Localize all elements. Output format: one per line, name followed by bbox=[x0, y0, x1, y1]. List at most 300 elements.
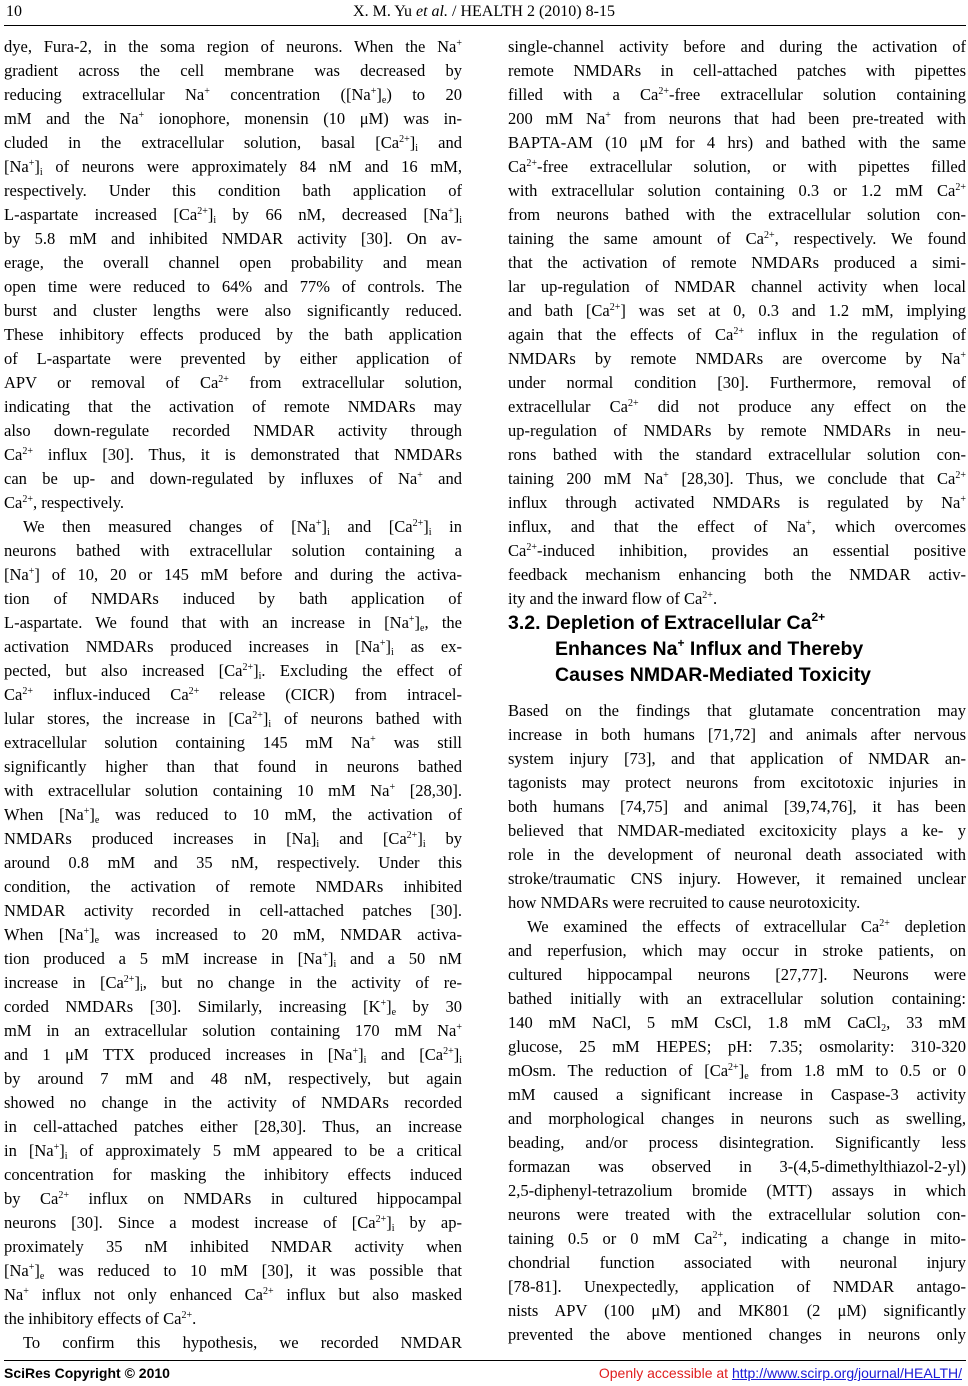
text-run: of neurons bathed with bbox=[271, 709, 462, 728]
text-run: tion produced a 5 mM increase in [Na bbox=[4, 949, 323, 968]
text-run: did not produce any effect on the bbox=[638, 397, 966, 416]
text-run: influx-induced Ca bbox=[32, 685, 189, 704]
text-line bbox=[4, 371, 462, 395]
text-run: 2+ bbox=[399, 134, 410, 145]
text-line bbox=[4, 827, 462, 851]
text-run: + bbox=[389, 782, 396, 793]
text-run: i bbox=[459, 215, 462, 226]
text-run: 2+ bbox=[242, 662, 254, 673]
text-run: -induced inhibition, provides an essential positive bbox=[536, 541, 966, 560]
text-run: feedback mechanism enhancing both the NMDAR activ- bbox=[508, 565, 966, 584]
text-line bbox=[508, 1275, 966, 1299]
text-line bbox=[508, 227, 966, 251]
text-run: [28,30]. bbox=[395, 781, 462, 800]
text-line bbox=[4, 467, 462, 491]
text-line bbox=[508, 395, 966, 419]
text-run: from extracellular solution, bbox=[228, 373, 462, 392]
text-run: influx, and that the effect of Na bbox=[508, 517, 806, 536]
text-line bbox=[4, 539, 462, 563]
text-run: was still bbox=[375, 733, 462, 752]
text-run: mM caused a significant increase in Caspase-3 activity bbox=[508, 1085, 966, 1104]
text-line bbox=[4, 995, 462, 1019]
text-line bbox=[4, 1187, 462, 1211]
text-line bbox=[4, 59, 462, 83]
text-run: 200 mM Na bbox=[508, 109, 606, 128]
text-run: + bbox=[138, 110, 145, 121]
text-line bbox=[508, 963, 966, 987]
text-line bbox=[4, 563, 462, 587]
text-run: and bbox=[418, 133, 462, 152]
text-line bbox=[508, 491, 966, 515]
text-run: 2+ bbox=[22, 494, 33, 505]
text-run: Ca bbox=[4, 493, 23, 512]
section-heading-line bbox=[555, 636, 863, 663]
text-line bbox=[508, 371, 966, 395]
text-line bbox=[4, 755, 462, 779]
text-run: ] bbox=[59, 1141, 65, 1160]
text-run: 2+ bbox=[702, 590, 713, 601]
text-run: the inhibitory effects of Ca bbox=[4, 1309, 182, 1328]
text-run: 2+ bbox=[412, 518, 424, 529]
text-line bbox=[4, 1235, 462, 1259]
text-run: i bbox=[64, 1151, 68, 1162]
text-run: influx through activated NMDARs is regulated by Na bbox=[508, 493, 961, 512]
text-line bbox=[4, 659, 462, 683]
text-line bbox=[4, 395, 462, 419]
text-run: 2+ bbox=[406, 830, 418, 841]
section-heading bbox=[508, 610, 825, 637]
text-run: 2+ bbox=[712, 1230, 724, 1241]
copyright-notice: SciRes Copyright © 2010 bbox=[4, 1365, 170, 1381]
text-run: glucose, 25 mM HEPES; pH: 7.35; osmolarity: 310-320 bbox=[508, 1037, 966, 1056]
text-run: Ca bbox=[508, 157, 527, 176]
text-line bbox=[4, 875, 462, 899]
text-line bbox=[4, 83, 462, 107]
text-run: nists APV (100 μM) and MK801 (2 μM) significantly bbox=[508, 1301, 966, 1320]
text-run: i bbox=[390, 647, 394, 658]
text-run: ] bbox=[423, 517, 429, 536]
text-run: Ca bbox=[4, 445, 23, 464]
text-run: ] bbox=[453, 1045, 460, 1064]
text-run: neurons were treated with the extracellular solution con- bbox=[508, 1205, 966, 1224]
text-line bbox=[4, 1307, 462, 1331]
text-line bbox=[508, 155, 966, 179]
text-run: When [Na bbox=[4, 925, 84, 944]
text-line bbox=[508, 275, 966, 299]
text-run: influx on NMDARs in cultured hippocampal bbox=[69, 1189, 462, 1208]
text-line bbox=[508, 843, 966, 867]
text-run: and reperfusion, which may occur in stroke patients, on bbox=[508, 941, 966, 960]
text-run: + bbox=[23, 1286, 29, 1297]
text-run: prevented the above mentioned changes in neurons only bbox=[508, 1325, 966, 1344]
text-run: showed no change in the activity of NMDARs recorded bbox=[4, 1093, 462, 1112]
text-run: of approximately 5 mM appeared to be a critical bbox=[67, 1141, 462, 1160]
journal-link[interactable]: http://www.scirp.org/journal/HEALTH/ bbox=[731, 1365, 962, 1381]
text-run: by around 7 mM and 48 nM, respectively, but again bbox=[4, 1069, 462, 1088]
text-run: + bbox=[663, 470, 669, 481]
text-run: 2 bbox=[881, 1023, 887, 1034]
text-run: bathed initially with an extracellular solution containing: bbox=[508, 989, 966, 1008]
text-run: e bbox=[94, 935, 100, 946]
text-run: 2+ bbox=[123, 974, 135, 985]
text-run: under normal condition [30]. Furthermore, removal of bbox=[508, 373, 966, 392]
text-run: by 5.8 mM and inhibited NMDAR activity [30]. On av- bbox=[4, 229, 462, 248]
text-run: cultured hippocampal neurons [27,77]. Neurons were bbox=[508, 965, 966, 984]
text-run: respectively. Under this condition bath application of bbox=[4, 181, 462, 200]
text-run: ] bbox=[738, 1061, 745, 1080]
text-line bbox=[4, 635, 462, 659]
text-run: Ca bbox=[4, 685, 23, 704]
text-line bbox=[508, 1323, 966, 1347]
text-run: taining 200 mM Na bbox=[508, 469, 664, 488]
text-run: stroke/traumatic CNS injury. However, it remained unclear bbox=[508, 869, 966, 888]
text-run: ) to 20 bbox=[386, 85, 462, 104]
text-run: influx not only enhanced Ca bbox=[28, 1285, 263, 1304]
text-line bbox=[4, 35, 462, 59]
text-line bbox=[508, 179, 966, 203]
text-run: and a 50 nM bbox=[336, 949, 462, 968]
text-line bbox=[508, 723, 966, 747]
text-run: 2+ bbox=[197, 206, 208, 217]
text-run: single-channel activity before and during the activation of bbox=[508, 37, 966, 56]
text-line bbox=[508, 467, 966, 491]
text-run: 2+ bbox=[252, 710, 263, 721]
text-run: e bbox=[420, 623, 425, 634]
text-line bbox=[508, 59, 966, 83]
header-journal: / HEALTH 2 (2010) 8-15 bbox=[448, 3, 615, 20]
text-run: , which overcomes bbox=[811, 517, 966, 536]
text-run: ] bbox=[262, 709, 269, 728]
text-run: lar up-regulation of NMDAR channel activity when local bbox=[508, 277, 966, 296]
text-line bbox=[508, 1059, 966, 1083]
text-run: BAPTA-AM (10 μM for 4 hrs) and bathed with the same bbox=[508, 133, 966, 152]
header-authors: X. M. Yu bbox=[353, 3, 416, 20]
text-run: i bbox=[326, 527, 330, 538]
text-run: We then measured changes of [Na bbox=[23, 517, 316, 536]
text-run: e bbox=[94, 815, 100, 826]
text-run: i bbox=[459, 1055, 462, 1066]
text-run: 2+ bbox=[188, 686, 200, 697]
text-run: proximately 35 nM inhibited NMDAR activity when bbox=[4, 1237, 462, 1256]
text-run: and [Ca bbox=[329, 517, 413, 536]
text-run: ] bbox=[417, 829, 423, 848]
text-run: and morphological changes in neurons such as swelling, bbox=[508, 1109, 966, 1128]
text-line bbox=[4, 851, 462, 875]
text-run: pected, but also increased [Ca bbox=[4, 661, 243, 680]
text-run: 2+ bbox=[218, 374, 229, 385]
text-run: by bbox=[425, 829, 463, 848]
text-run: -free extracellular solution containing bbox=[669, 85, 966, 104]
text-run: with extracellular solution containing 0.3 or 1.2 mM Ca bbox=[508, 181, 956, 200]
text-line bbox=[4, 1115, 462, 1139]
text-run: remote NMDARs in cell-attached patches with pipettes bbox=[508, 61, 966, 80]
text-run: We examined the effects of extracellular Ca bbox=[527, 917, 880, 936]
text-run: was reduced to 10 mM, the activation of bbox=[99, 805, 462, 824]
text-run: concentration ([Na bbox=[209, 85, 371, 104]
text-run: + bbox=[677, 636, 685, 650]
text-run: 2+ bbox=[627, 398, 639, 409]
text-run: APV or removal of Ca bbox=[4, 373, 219, 392]
text-run: ] bbox=[385, 637, 391, 656]
text-run: cluded in the extracellular solution, basal [Ca bbox=[4, 133, 400, 152]
text-run: mM in an extracellular solution containing 170 mM Na bbox=[4, 1021, 457, 1040]
text-run: NMDAR activity recorded in cell-attached patches [30]. bbox=[4, 901, 462, 920]
text-line bbox=[23, 1331, 462, 1355]
text-run: gradient across the cell membrane was decreased by bbox=[4, 61, 462, 80]
text-run: 2+ bbox=[879, 918, 890, 929]
text-run: i bbox=[391, 1223, 395, 1234]
text-line bbox=[4, 803, 462, 827]
text-line bbox=[4, 683, 462, 707]
text-run: influx in the regulation of bbox=[743, 325, 966, 344]
text-line bbox=[4, 779, 462, 803]
text-run: and [Ca bbox=[366, 1045, 444, 1064]
text-line bbox=[4, 1139, 462, 1163]
text-run: e bbox=[391, 1007, 397, 1018]
text-line bbox=[508, 1083, 966, 1107]
text-line bbox=[4, 731, 462, 755]
text-run: up-regulation of NMDARs by remote NMDARs in neu- bbox=[508, 421, 966, 440]
text-run: ] bbox=[321, 517, 327, 536]
text-line bbox=[508, 83, 966, 107]
text-run: again that the effects of Ca bbox=[508, 325, 734, 344]
text-run: Influx and Thereby bbox=[684, 638, 864, 660]
text-run: , indicating a change in mito- bbox=[723, 1229, 967, 1248]
text-run: These inhibitory effects produced by the bath application bbox=[4, 325, 462, 344]
text-run: formazan was observed in 3-(4,5-dimethylthiazol-2-yl) bbox=[508, 1157, 966, 1176]
text-line bbox=[508, 107, 966, 131]
text-line bbox=[508, 987, 966, 1011]
text-line bbox=[4, 323, 462, 347]
text-line bbox=[508, 1203, 966, 1227]
text-run: of L-aspartate were prevented by either application of bbox=[4, 349, 462, 368]
text-run: 2+ bbox=[526, 542, 537, 553]
text-line bbox=[508, 131, 966, 155]
text-run: + bbox=[805, 518, 812, 529]
text-run: role in the development of neuronal death associated with bbox=[508, 845, 966, 864]
text-run: around 0.8 mM and 35 nM, respectively. Under this bbox=[4, 853, 462, 872]
text-run: + bbox=[204, 86, 210, 97]
text-run: 2+ bbox=[733, 326, 744, 337]
text-line bbox=[508, 1011, 966, 1035]
text-run: , respectively. bbox=[32, 493, 125, 512]
text-line bbox=[508, 867, 966, 891]
text-run: ionophore, monensin (10 μM) was in- bbox=[144, 109, 462, 128]
text-run: 2+ bbox=[811, 610, 826, 624]
text-line bbox=[508, 563, 966, 587]
text-run: mM and the Na bbox=[4, 109, 139, 128]
text-run: [Na bbox=[4, 1261, 29, 1280]
text-line bbox=[508, 1227, 966, 1251]
text-line bbox=[508, 1131, 966, 1155]
text-run: neurons bathed with extracellular solution containing a bbox=[4, 541, 462, 560]
text-run: + bbox=[53, 1142, 60, 1153]
text-line bbox=[4, 611, 462, 635]
text-run: + bbox=[83, 806, 90, 817]
text-run: e bbox=[744, 1071, 749, 1082]
text-run: also down-regulate recorded NMDAR activity through bbox=[4, 421, 462, 440]
text-line bbox=[4, 1283, 462, 1307]
text-run: . Excluding the effect of bbox=[261, 661, 462, 680]
text-run: as ex- bbox=[393, 637, 462, 656]
text-line bbox=[4, 1019, 462, 1043]
text-run: + bbox=[960, 350, 966, 361]
text-run: ] bbox=[89, 805, 95, 824]
text-run: NMDARs produced increases in [Na] bbox=[4, 829, 317, 848]
text-run: ] bbox=[207, 205, 214, 224]
text-run: and bbox=[422, 469, 462, 488]
text-run: how NMDARs were recruited to cause neurotoxicity. bbox=[508, 893, 861, 912]
text-run: . bbox=[192, 1309, 197, 1328]
text-run: in cell-attached patches either [28,30]. Thus, an increase bbox=[4, 1117, 462, 1136]
text-run: 2+ bbox=[443, 1046, 454, 1057]
text-run: ] bbox=[327, 949, 334, 968]
text-run: system injury [73], and that application of NMDAR an- bbox=[508, 749, 966, 768]
text-run: from neurons bathed with the extracellular solution con- bbox=[508, 205, 966, 224]
text-run: [Na bbox=[4, 565, 29, 584]
text-run: L-aspartate. We found that with an increase in [Na bbox=[4, 613, 409, 632]
text-run: i bbox=[422, 839, 426, 850]
text-line bbox=[4, 1043, 462, 1067]
text-line bbox=[4, 1259, 462, 1283]
text-run: believed that NMDAR-mediated excitoxicity plays a ke- y bbox=[508, 821, 966, 840]
text-run: + bbox=[83, 926, 90, 937]
text-line bbox=[4, 443, 462, 467]
text-line bbox=[508, 1107, 966, 1131]
section-heading-line bbox=[555, 662, 871, 689]
text-run: and bath [Ca bbox=[508, 301, 610, 320]
text-run: Based on the findings that glutamate concentration may bbox=[508, 701, 966, 720]
text-run: 2+ bbox=[375, 1214, 387, 1225]
text-run: To confirm this hypothesis, we recorded NMDAR bbox=[23, 1333, 462, 1352]
text-run: + bbox=[322, 950, 328, 961]
text-run: depletion bbox=[889, 917, 966, 936]
text-run: ] bbox=[358, 1045, 364, 1064]
text-run: indicating that the activation of remote NMDARs may bbox=[4, 397, 462, 416]
text-line bbox=[508, 1299, 966, 1323]
text-run: 2+ bbox=[728, 1062, 739, 1073]
text-run: e bbox=[39, 1271, 45, 1282]
text-run: taining the same amount of Ca bbox=[508, 229, 764, 248]
text-run: 2+ bbox=[262, 1286, 274, 1297]
text-run: 140 mM NaCl, 5 mM CsCl, 1.8 mM CaCl bbox=[508, 1013, 882, 1032]
text-line bbox=[508, 443, 966, 467]
text-line bbox=[508, 939, 966, 963]
text-line bbox=[508, 819, 966, 843]
text-run: 2+ bbox=[58, 1190, 69, 1201]
text-run: filled with a Ca bbox=[508, 85, 659, 104]
text-line bbox=[4, 347, 462, 371]
text-run: lular stores, the increase in [Ca bbox=[4, 709, 253, 728]
text-line bbox=[508, 515, 966, 539]
text-line bbox=[4, 227, 462, 251]
text-run: in [Na bbox=[4, 1141, 54, 1160]
text-run: neurons [30]. Since a modest increase of [Ca bbox=[4, 1213, 376, 1232]
text-run: 3.2. Depletion of Extracellular Ca bbox=[508, 612, 812, 634]
text-run: + bbox=[448, 206, 454, 217]
text-line bbox=[4, 491, 462, 515]
text-line bbox=[508, 747, 966, 771]
text-run: , respectively. We found bbox=[774, 229, 967, 248]
text-run: chondrial function associated with neuronal injury bbox=[508, 1253, 966, 1272]
text-run: Na bbox=[4, 1285, 24, 1304]
text-run: i bbox=[428, 527, 432, 538]
text-run: ] bbox=[34, 157, 40, 176]
text-run: ] bbox=[89, 925, 95, 944]
text-line bbox=[508, 539, 966, 563]
text-run: by Ca bbox=[4, 1189, 59, 1208]
text-line bbox=[4, 1163, 462, 1187]
text-run: i bbox=[415, 143, 419, 154]
text-run: concentration for masking the inhibitory effects induced bbox=[4, 1165, 462, 1184]
text-line bbox=[508, 203, 966, 227]
text-run: 2+ bbox=[955, 470, 966, 481]
text-run: Ca bbox=[508, 541, 527, 560]
text-run: i bbox=[258, 671, 262, 682]
text-line bbox=[4, 203, 462, 227]
text-line bbox=[4, 923, 462, 947]
text-line bbox=[4, 155, 462, 179]
text-run: , the bbox=[424, 613, 462, 632]
text-run: both humans [74,75] and animal [39,74,76], it has been bbox=[508, 797, 966, 816]
text-run: was reduced to 10 mM [30], it was possible that bbox=[44, 1261, 462, 1280]
text-run: + bbox=[352, 1046, 359, 1057]
text-line bbox=[508, 35, 966, 59]
text-line bbox=[508, 299, 966, 323]
text-run: and 1 μM TTX produced increases in [Na bbox=[4, 1045, 353, 1064]
text-run: ] bbox=[376, 85, 382, 104]
text-run: burst and cluster lengths were also significantly reduced. bbox=[4, 301, 462, 320]
text-run: taining 0.5 or 0 mM Ca bbox=[508, 1229, 713, 1248]
footer-rule bbox=[4, 1360, 966, 1361]
text-run: influx but also masked bbox=[273, 1285, 462, 1304]
text-line bbox=[508, 323, 966, 347]
text-run: condition, the activation of remote NMDARs inhibited bbox=[4, 877, 462, 896]
text-line bbox=[508, 699, 966, 723]
text-run: i bbox=[139, 983, 143, 994]
text-line bbox=[4, 1067, 462, 1091]
text-line bbox=[527, 915, 966, 939]
text-run: Causes NMDAR-Mediated Toxicity bbox=[555, 664, 872, 686]
text-run: open time were reduced to 64% and 77% of controls. The bbox=[4, 277, 462, 296]
text-run: i bbox=[363, 1055, 367, 1066]
text-run: rons bathed with the standard extracellular solution con- bbox=[508, 445, 966, 464]
text-run: + bbox=[315, 518, 322, 529]
text-run: by 30 bbox=[396, 997, 462, 1016]
text-run: 2+ bbox=[658, 86, 670, 97]
text-run: [78-81]. Unexpectedly, application of NMDAR antago- bbox=[508, 1277, 966, 1296]
text-run: , but no change in the activity of re- bbox=[142, 973, 463, 992]
text-run: i bbox=[39, 167, 43, 178]
text-run: + bbox=[28, 158, 35, 169]
running-header bbox=[0, 0, 968, 24]
text-line bbox=[508, 771, 966, 795]
text-line bbox=[4, 251, 462, 275]
text-run: + bbox=[28, 566, 35, 577]
text-run: + bbox=[28, 1262, 35, 1273]
text-run: influx [30]. Thus, it is demonstrated that NMDARs bbox=[32, 445, 462, 464]
text-run: [Na bbox=[4, 157, 29, 176]
text-line bbox=[508, 1179, 966, 1203]
text-run: corded NMDARs [30]. Similarly, increasing [K bbox=[4, 997, 381, 1016]
text-line bbox=[4, 947, 462, 971]
text-run: i bbox=[333, 959, 337, 970]
text-run: increase in [Ca bbox=[4, 973, 124, 992]
text-run: dye, Fura-2, in the soma region of neurons. When the Na bbox=[4, 37, 457, 56]
text-run: extracellular solution containing 145 mM Na bbox=[4, 733, 371, 752]
text-run: ] bbox=[386, 997, 392, 1016]
text-run: i bbox=[316, 839, 320, 850]
